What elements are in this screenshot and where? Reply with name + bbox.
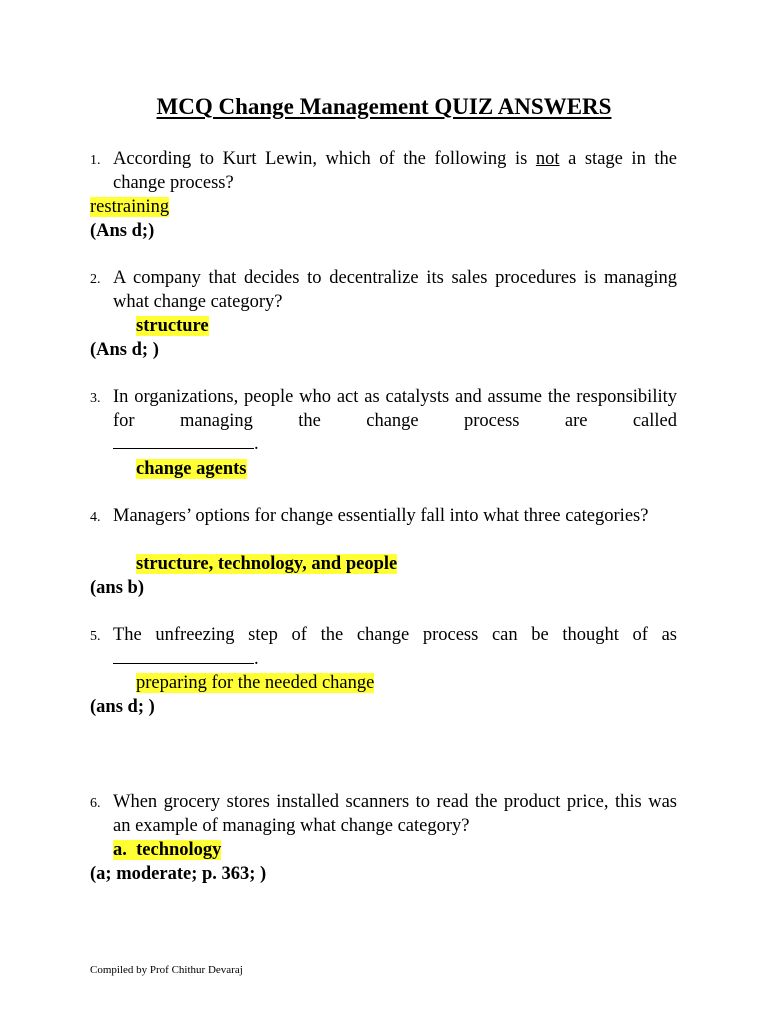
emphasis: not — [535, 149, 560, 169]
question-number: 5. — [90, 629, 101, 644]
question-text: A company that decides to decentralize its sales procedures is managing what change category? — [113, 268, 677, 312]
question-1 — [90, 148, 677, 195]
answer-2 — [136, 315, 209, 339]
highlighted-answer: preparing for the needed change — [136, 673, 375, 693]
question-number: 2. — [90, 272, 101, 287]
blank-line — [113, 434, 254, 449]
highlighted-answer: restraining — [90, 197, 170, 217]
blank-line — [113, 649, 254, 664]
answer-ref-6: (a; moderate; p. 363; ) — [90, 864, 267, 884]
answer-ref-4: (ans b) — [90, 578, 144, 598]
question-text: According to Kurt Lewin, which of the following is not a stage in the change process? — [113, 149, 677, 193]
question-text: When grocery stores installed scanners to read the product price, this was an example of managing what change category? — [113, 792, 677, 836]
question-text: Managers’ options for change essentially fall into what three categories? — [113, 506, 649, 526]
answer-ref-5: (ans d; ) — [90, 697, 155, 717]
question-text: The unfreezing step of the change process can be thought of as — [113, 625, 677, 645]
answer-blank-line: . — [113, 433, 677, 457]
highlighted-answer: structure — [136, 316, 209, 336]
answer-blank-line: . — [113, 648, 677, 672]
page-title: MCQ Change Management QUIZ ANSWERS — [156, 94, 612, 119]
highlighted-answer: change agents — [136, 459, 247, 479]
question-4 — [90, 505, 677, 529]
question-5 — [90, 624, 677, 671]
answer-5 — [136, 672, 374, 696]
answer-6 — [113, 839, 221, 863]
footer-credit: Compiled by Prof Chithur Devaraj — [90, 964, 243, 976]
highlighted-answer: a. technology — [113, 840, 222, 860]
question-number: 6. — [90, 796, 101, 811]
question-3 — [90, 386, 677, 457]
answer-ref-1: (Ans d;) — [90, 221, 155, 241]
answer-4 — [136, 553, 397, 577]
question-number: 3. — [90, 391, 101, 406]
question-number: 4. — [90, 510, 101, 525]
question-number: 1. — [90, 153, 101, 168]
answer-1 — [90, 196, 169, 220]
question-6 — [90, 791, 677, 838]
answer-3 — [136, 458, 247, 482]
highlighted-answer: structure, technology, and people — [136, 554, 398, 574]
answer-ref-2: (Ans d; ) — [90, 340, 159, 360]
question-text: In organizations, people who act as catalysts and assume the responsibility for managing the change process are called — [113, 387, 677, 431]
question-2 — [90, 267, 677, 314]
